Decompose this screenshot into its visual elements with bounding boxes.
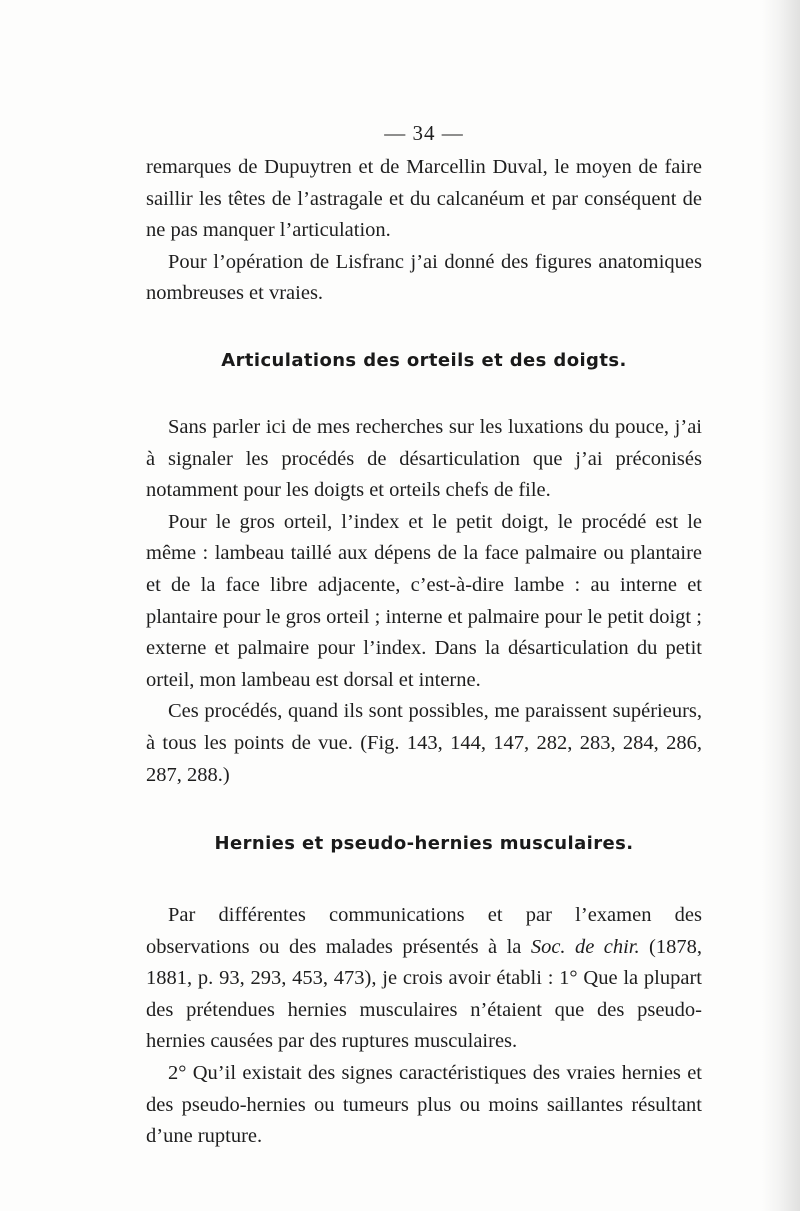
section-heading-articulations: Articulations des orteils et des doigts. <box>221 349 627 371</box>
scan-shadow-edge <box>762 0 800 1211</box>
intro-paragraph-2: Pour l’opération de Lisfranc j’ai donné des figures anatomiques nombreuses et vraies. <box>146 250 702 305</box>
intro-paragraph-1: remarques de Dupuytren et de Marcellin Duval, le moyen de faire saillir les têtes de l’astragale et du calcanéum et par conséquent de ne pas manquer l’articulation. <box>146 156 702 242</box>
hernies-paragraph-1-end: (1878, 1881, p. 93, 293, 453, 473), je crois avoir établi : 1° Que la plupart des prétendues hernies musculaires n’étaient que des pseudo-hernies causées par des ruptures musculaires. <box>146 935 703 1053</box>
articulations-paragraph-2: Pour le gros orteil, l’index et le petit doigt, le procédé est le même : lambeau taillé aux dépens de la face palmaire ou plantaire et de la face libre adjacente, c’est-à-dire lambe : au interne et plantaire pour le gros orteil ; interne et palmaire pour le petit doigt ; externe et palmaire pour l’index. Dans la désarticulation du petit orteil, mon lambeau est dorsal et interne. <box>146 510 702 691</box>
section-heading-hernies: Hernies et pseudo-hernies musculaires. <box>214 833 634 855</box>
articulations-paragraph-1: Sans parler ici de mes recherches sur les luxations du pouce, j’ai à signaler les procédés de désarticulation que j’ai préconisés notamment pour les doigts et orteils chefs de file. <box>146 415 702 502</box>
page-content <box>146 118 702 1153</box>
page-number: — 34 — <box>384 121 464 145</box>
hernies-paragraph-1-start: Par différentes communications et par l’examen des observations ou des malades présentés à la <box>146 904 702 958</box>
hernies-paragraph-1 <box>146 900 702 1058</box>
articulations-paragraph-3: Ces procédés, quand ils sont possibles, me paraissent supérieurs, à tous les points de vue. (Fig. 143, 144, 147, 282, 283, 284, 286, 287, 288.) <box>146 700 702 786</box>
journal-reference-italic: Soc. de chir. <box>530 935 640 958</box>
hernies-paragraph-2: 2° Qu’il existait des signes caractéristiques des vraies hernies et des pseudo-hernies ou tumeurs plus ou moins saillantes résultant d’une rupture. <box>146 1062 702 1148</box>
